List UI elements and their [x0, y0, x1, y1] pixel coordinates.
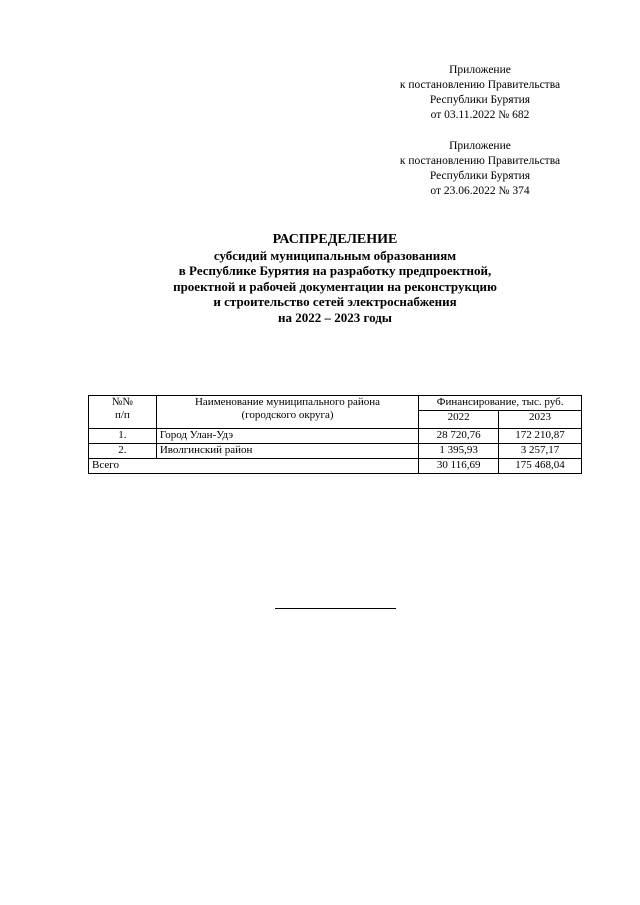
title-line: на 2022 – 2023 годы — [278, 309, 392, 325]
table-row — [89, 444, 582, 459]
row-number: 1. — [89, 429, 157, 444]
end-separator-line — [275, 608, 396, 609]
appendix-label: Приложение — [449, 64, 511, 76]
appendix-label: Приложение — [449, 140, 511, 152]
row-value-2023: 172 210,87 — [499, 429, 582, 444]
appendix-date-number: от 23.06.2022 № 374 — [430, 185, 530, 197]
header-year-2023: 2023 — [499, 411, 582, 429]
row-name: Город Улан-Удэ — [156, 429, 418, 444]
title-line: в Республике Бурятия на разработку предпроектной, — [178, 263, 492, 279]
appendix-date-number: от 03.11.2022 № 682 — [430, 109, 530, 121]
header-name — [156, 396, 418, 429]
header-name-line1: Наименование муниципального района — [194, 396, 381, 408]
header-name-line2: (городского округа) — [241, 409, 334, 421]
distribution-table — [88, 395, 582, 474]
header-financing: Финансирование, тыс. руб. — [419, 396, 582, 411]
appendix-decree-ref: к постановлению Правительства — [399, 155, 561, 167]
total-value-2022: 30 116,69 — [419, 459, 499, 474]
appendix-republic: Республики Бурятия — [429, 170, 531, 182]
header-number-line2: п/п — [114, 409, 130, 421]
row-number: 2. — [89, 444, 157, 459]
title-main: РАСПРЕДЕЛЕНИЕ — [272, 232, 398, 247]
appendix-republic: Республики Бурятия — [429, 94, 531, 106]
table-row — [89, 429, 582, 444]
row-value-2022: 28 720,76 — [419, 429, 499, 444]
header-number — [89, 396, 157, 429]
total-value-2023: 175 468,04 — [499, 459, 582, 474]
row-value-2022: 1 395,93 — [419, 444, 499, 459]
appendix-decree-ref: к постановлению Правительства — [399, 79, 561, 91]
table-header-row — [89, 396, 582, 411]
header-number-line1: №№ — [111, 396, 133, 408]
total-label: Всего — [89, 459, 419, 474]
title-line: и строительство сетей электроснабжения — [213, 294, 457, 310]
title-line: субсидий муниципальным образованиям — [213, 247, 457, 263]
row-name: Иволгинский район — [156, 444, 418, 459]
appendix-block-previous — [380, 139, 580, 199]
document-title — [70, 232, 600, 326]
title-line: проектной и рабочей документации на реконструкцию — [173, 278, 497, 294]
appendix-block-current — [380, 63, 580, 123]
table-total-row — [89, 459, 582, 474]
row-value-2023: 3 257,17 — [499, 444, 582, 459]
header-year-2022: 2022 — [419, 411, 499, 429]
